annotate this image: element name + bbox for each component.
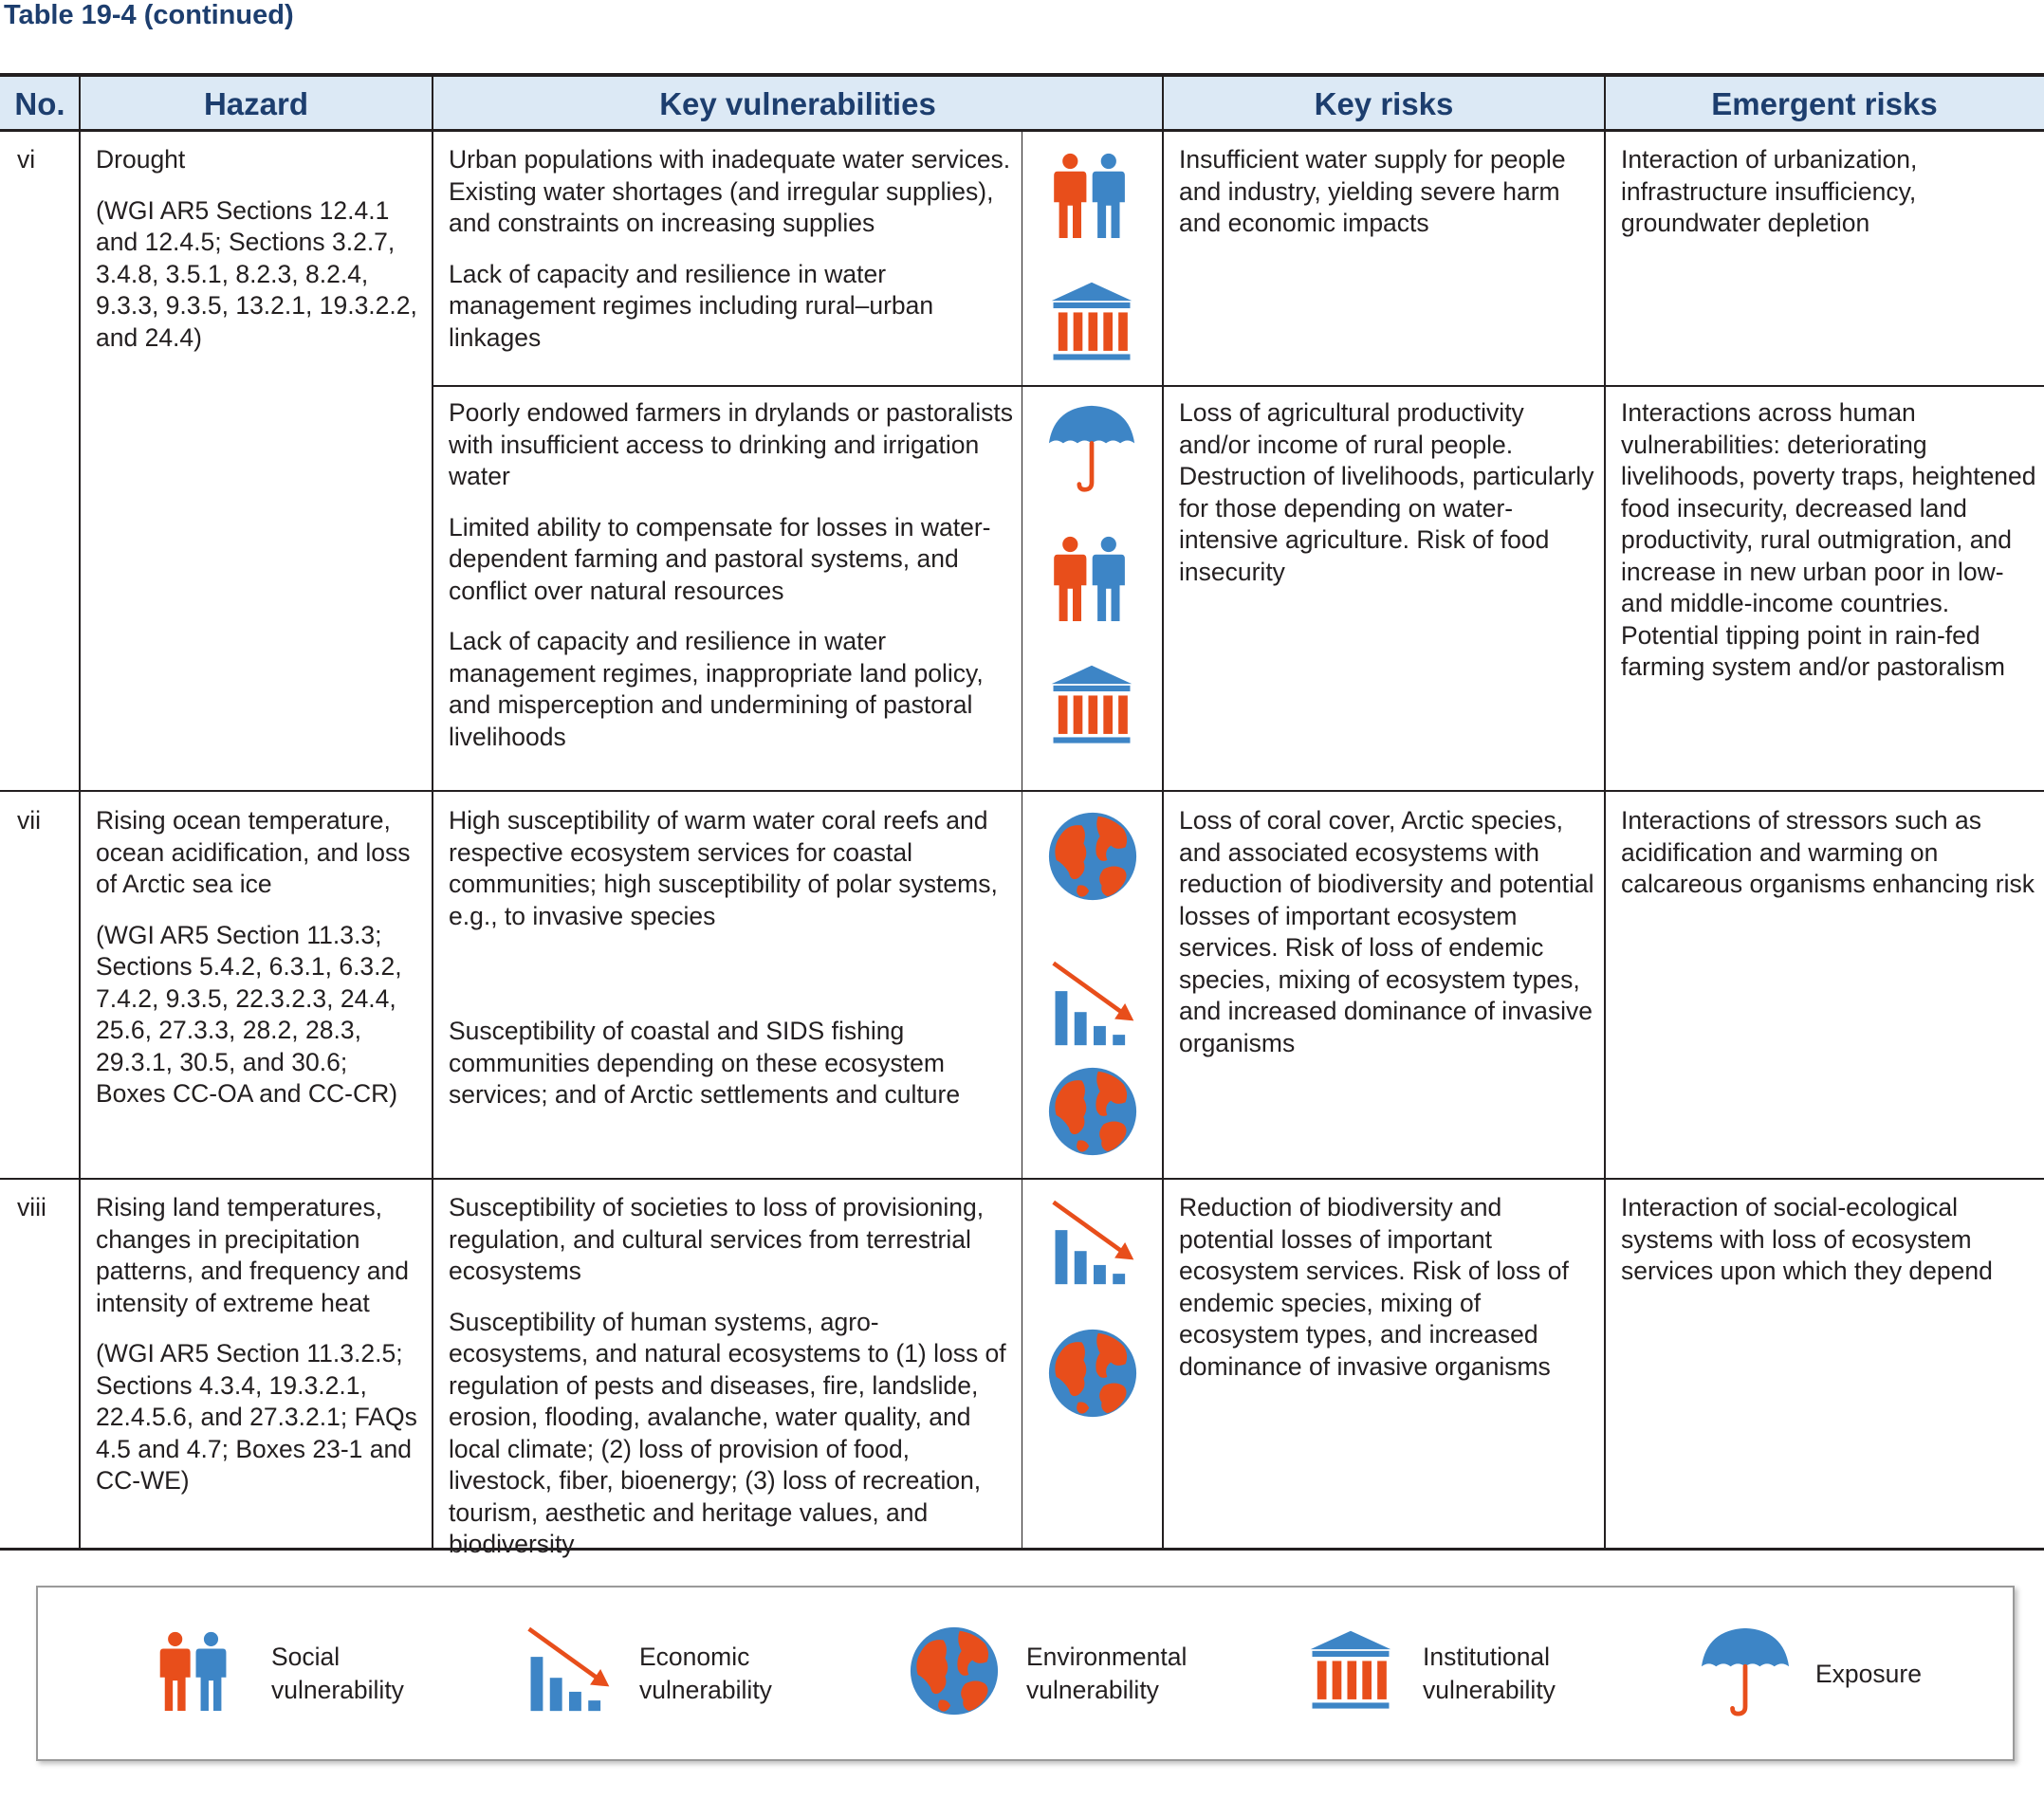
social-vulnerability-icon <box>154 1625 233 1716</box>
col-divider <box>1162 77 1164 1549</box>
icon-legend <box>36 1586 2015 1761</box>
emergent-risk-cell: Interactions of stressors such as acidification and warming on calcareous organisms enhancing risk <box>1621 806 2035 898</box>
header-key-risks: Key risks <box>1314 85 1454 121</box>
row-number: vi <box>17 145 36 174</box>
environmental-vulnerability-icon <box>1047 811 1138 902</box>
vulnerability-text: Poorly endowed farmers in drylands or pastoralists with insufficient access to drinking and irrigation water <box>449 398 1014 490</box>
environmental-vulnerability-icon <box>1047 1066 1138 1157</box>
emergent-risk-cell: Interaction of urbanization, infrastructure insufficiency, groundwater depletion <box>1621 145 1918 237</box>
header-hazard: Hazard <box>203 85 309 121</box>
key-risk-cell: Insufficient water supply for people and industry, yielding severe harm and economic impacts <box>1179 145 1566 237</box>
legend-label-line: vulnerability <box>1423 1676 1556 1704</box>
vulnerability-text: High susceptibility of warm water coral reefs and respective ecosystem services for coastal communities; high susceptibility of polar systems, e.g., to invasive species <box>449 806 998 930</box>
vulnerability-cell <box>449 805 1018 1111</box>
economic-vulnerability-icon <box>1047 1199 1140 1286</box>
exposure-icon <box>1047 402 1136 495</box>
row-number: viii <box>17 1193 46 1221</box>
legend-label-institutional <box>1423 1641 1556 1707</box>
social-vulnerability-icon <box>1047 150 1132 241</box>
vulnerability-text: Lack of capacity and resilience in water management regimes including rural–urban linkages <box>449 259 934 352</box>
institutional-vulnerability-icon <box>1305 1629 1396 1713</box>
hazard-name: Rising land temperatures, changes in precipitation patterns, and frequency and intensity of extreme heat <box>96 1193 410 1317</box>
subrow-divider <box>433 385 2044 387</box>
vulnerability-text: Susceptibility of societies to loss of provisioning, regulation, and cultural services from terrestrial ecosystems <box>449 1193 985 1285</box>
row-divider <box>0 1178 2044 1180</box>
legend-label-social <box>271 1641 404 1707</box>
row-number: vii <box>17 806 42 835</box>
key-risk-cell: Loss of agricultural productivity and/or income of rural people. Destruction of livelihoods, particularly for those depending on water-intensive agriculture. Risk of food insecurity <box>1179 398 1594 586</box>
vulnerability-cell <box>449 1192 1018 1561</box>
hazard-references: (WGI AR5 Section 11.3.3; Sections 5.4.2, 6.3.1, 6.3.2, 7.4.2, 9.3.5, 22.3.2.3, 24.4, 25.6, 27.3.3, 28.2, 28.3, 29.3.1, 30.5, and 30.6; Boxes CC-OA and CC-CR) <box>96 920 402 1108</box>
vulnerability-text: Lack of capacity and resilience in water management regimes, inappropriate land policy, and misperception and undermining of pastoral livelihoods <box>449 627 984 751</box>
key-risk-cell: Loss of coral cover, Arctic species, and associated ecosystems with reduction of biodiversity and potential losses of important ecosystem services. Risk of loss of endemic species, mixing of ecosystem types, and increased dominance of invasive organisms <box>1179 806 1594 1057</box>
legend-label-exposure <box>1815 1658 1922 1691</box>
institutional-vulnerability-icon <box>1047 664 1136 747</box>
vulnerability-cell <box>449 397 1018 753</box>
hazard-cell <box>96 144 423 354</box>
legend-label-line: vulnerability <box>271 1676 404 1704</box>
col-divider <box>432 77 433 1549</box>
header-key-vulnerabilities: Key vulnerabilities <box>659 85 936 121</box>
header-emergent-risks: Emergent risks <box>1711 85 1938 121</box>
hazard-references: (WGI AR5 Section 11.3.2.5; Sections 4.3.4, 19.3.2.1, 22.4.5.6, and 27.3.2.1; FAQs 4.5 and 4.7; Boxes 23-1 and CC-WE) <box>96 1339 417 1495</box>
institutional-vulnerability-icon <box>1047 281 1136 364</box>
legend-label-line: Social <box>271 1643 341 1671</box>
hazard-cell <box>96 805 423 1111</box>
social-vulnerability-icon <box>1047 533 1132 624</box>
hazard-name: Rising ocean temperature, ocean acidification, and loss of Arctic sea ice <box>96 806 411 898</box>
environmental-vulnerability-icon <box>909 1625 1000 1716</box>
legend-label-line: Environmental <box>1026 1643 1188 1671</box>
key-risk-cell: Reduction of biodiversity and potential losses of important ecosystem services. Risk of loss of endemic species, mixing of ecosystem types, and increased dominance of invasive organisms <box>1179 1193 1569 1381</box>
environmental-vulnerability-icon <box>1047 1328 1138 1419</box>
legend-label-environmental <box>1026 1641 1187 1707</box>
hazard-cell <box>96 1192 423 1497</box>
legend-label-line: Exposure <box>1815 1660 1922 1688</box>
table-bottom-rule <box>0 1548 2044 1551</box>
emergent-risk-cell: Interactions across human vulnerabilities: deteriorating livelihoods, poverty traps, heightened food insecurity, decreased land productivity, rural outmigration, and increase in new urban poor in low- and middle-income countries. Potential tipping point in rain-fed farming system and/or pastoralism <box>1621 398 2036 681</box>
legend-label-line: Institutional <box>1423 1643 1551 1671</box>
legend-label-line: Economic <box>639 1643 750 1671</box>
hazard-references: (WGI AR5 Sections 12.4.1 and 12.4.5; Sections 3.2.7, 3.4.8, 3.5.1, 8.2.3, 8.2.4, 9.3.3, 9.3.5, 13.2.1, 19.3.2.2, and 24.4) <box>96 195 417 352</box>
row-divider <box>0 790 2044 792</box>
exposure-icon <box>1700 1625 1791 1718</box>
header-no: No. <box>14 85 65 121</box>
emergent-risk-cell: Interaction of social-ecological systems with loss of ecosystem services upon which they depend <box>1621 1193 1993 1285</box>
col-divider <box>79 77 81 1549</box>
col-divider <box>1604 77 1606 1549</box>
economic-vulnerability-icon <box>1047 960 1140 1047</box>
vulnerability-cell <box>449 144 1018 354</box>
economic-vulnerability-icon <box>524 1625 615 1713</box>
legend-label-economic <box>639 1641 772 1707</box>
vulnerability-text: Susceptibility of human systems, agro-ecosystems, and natural ecosystems to (1) loss of regulation of pests and diseases, fire, landslide, erosion, flooding, avalanche, water quality, and local climate; (2) loss of provision of food, livestock, fiber, bioenergy; (3) loss of recreation, tourism, aesthetic and heritage values, and biodiversity <box>449 1307 1006 1558</box>
vulnerability-text: Susceptibility of coastal and SIDS fishing communities depending on these ecosystem services; and of Arctic settlements and culture <box>449 1017 961 1109</box>
table-caption: Table 19-4 (continued) <box>4 0 294 30</box>
hazard-name: Drought <box>96 145 186 174</box>
legend-label-line: vulnerability <box>639 1676 772 1704</box>
vulnerability-text: Urban populations with inadequate water services. Existing water shortages (and irregular supplies), and constraints on increasing supplies <box>449 145 1011 237</box>
vulnerability-text: Limited ability to compensate for losses in water-dependent farming and pastoral systems, and conflict over natural resources <box>449 512 991 605</box>
legend-label-line: vulnerability <box>1026 1676 1159 1704</box>
